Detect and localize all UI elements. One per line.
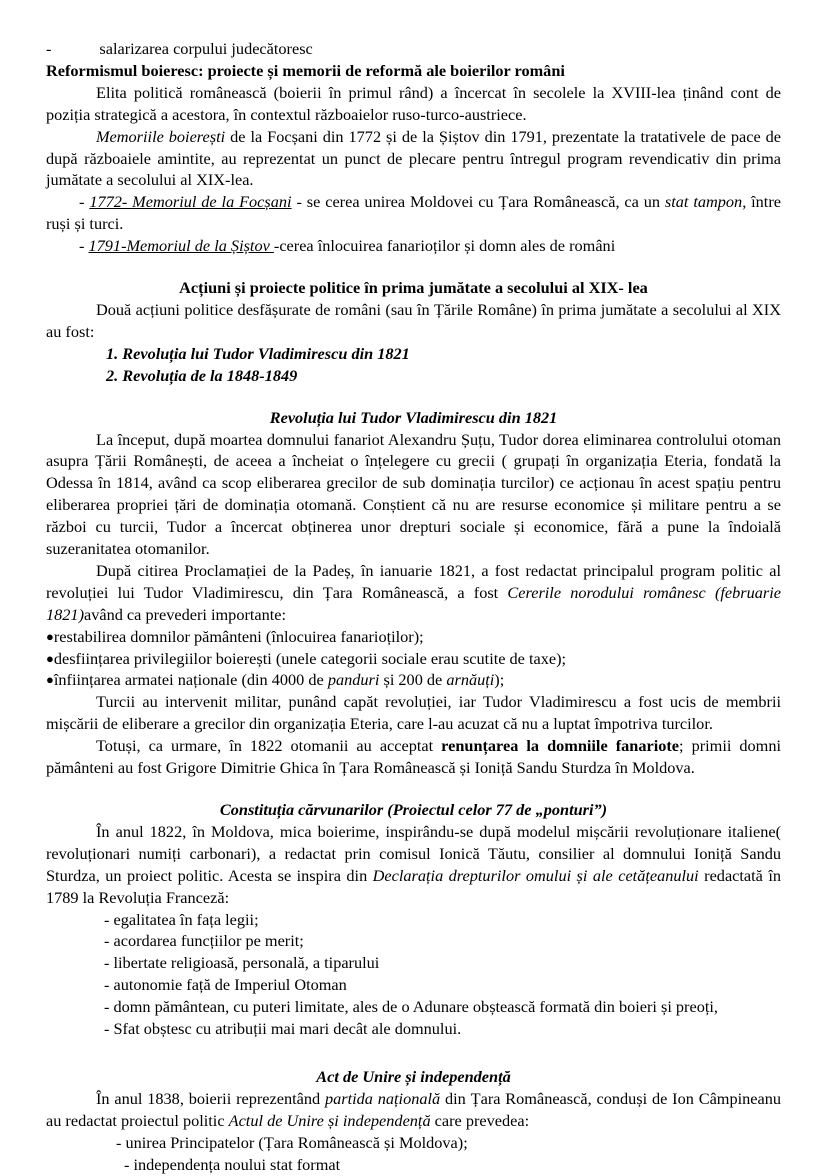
arnauti-emphasis: arnăuți	[446, 670, 495, 690]
bullet-icon: ●	[46, 672, 54, 688]
bullet-item-2-text: desființarea privilegiilor boierești (unele categorii sociale erau scutite de taxe);	[53, 648, 567, 668]
proclamatia-text-a: După citirea Proclamației de la Padeș, în ianuarie 1821, a fost redactat principalul program politic al revoluției lui Tudor Vladimirescu, din Țara Românească, a fost	[46, 560, 781, 602]
memorial-sistov-text: -cerea înlocuirea fanarioților și domn ales de români	[273, 236, 616, 256]
paragraph-doua-actiuni: Două acțiuni politice desfășurate de români (sau în Țările Române) în prima jumătate a secolului al XIX au fost:	[46, 299, 781, 341]
bullet-icon: ●	[46, 650, 54, 666]
partida-nationala-emphasis: partida națională	[324, 1088, 441, 1108]
memoriile-boieresti-text: de la Focșani din 1772 și de la Șiștov din 1791, prezentate la tratativele de pace de după războaiele amintite, au reprezentat un punct de plecare pentru întregul program revendicativ din prima jumătate a secolului al XIX-lea.	[46, 126, 781, 190]
memorial-sistov-dash: -	[79, 236, 89, 256]
heading-actiuni-proiecte: Acțiuni și proiecte politice în prima jumătate a secolului al XIX- lea	[179, 278, 648, 298]
memoriile-boieresti-title: Memoriile boierești	[96, 126, 226, 146]
memorial-focsani-dash: -	[79, 192, 90, 212]
bullet-item-1-text: restabilirea domnilor pământeni (înlocuirea fanarioților);	[53, 626, 424, 646]
memorial-sistov-title: 1791-Memoriul de la Șiștov	[88, 236, 274, 256]
constitutia-list-item-4: - autonomie față de Imperiul Otoman	[104, 975, 347, 995]
heading-reformismul-boieresc: Reformismul boieresc: proiecte și memorii de reformă ale boierilor români	[46, 60, 565, 80]
memorial-focsani-text-b: , între ruși și turci.	[46, 192, 781, 234]
document-body	[46, 38, 781, 1176]
renuntarea-domnii-fanariote-bold: renunțarea la domniile fanariote	[441, 736, 680, 756]
constitutia-text-b: redactată în 1789 la Revoluția Franceză:	[46, 865, 782, 907]
spacer	[46, 779, 781, 799]
spacer	[46, 387, 781, 407]
paragraph-la-inceput: La început, după moartea domnului fanariot Alexandru Șuțu, Tudor dorea eliminarea controlului otoman asupra Țării Românești, de aceea a încheiat o înțelegere cu grecii ( grupați în organizația Eteria, fondată la Odessa în 1814, având ca scop eliberarea grecilor de sub dominația turcilor) ce acționau în acest spațiu pentru eliberarea propriei țări de dominația otomană. Conștient că nu are resurse economice și militare pentru a se război cu turcii, Tudor a încercat obținerea unor drepturi sociale și economice, fără a pune la îndoială suzeranitatea otomanilor.	[46, 429, 781, 559]
stat-tampon-emphasis: stat tampon	[664, 192, 743, 212]
spacer	[46, 257, 781, 277]
paragraph-anul-1822	[46, 821, 781, 909]
paragraph-turcii-interventie: Turcii au intervenit militar, punând capăt revoluției, iar Tudor Vladimirescu a fost ucis de membrii mișcării de eliberare a grecilor din organizația Eteria, care l-au acuzat că nu a luptat împotriva turcilor.	[46, 692, 781, 734]
numbered-item-2: 2. Revoluția de la 1848-1849	[106, 365, 298, 385]
constitutia-list-item-2: - acordarea funcțiilor pe merit;	[104, 931, 304, 951]
proclamatia-text-b: având ca prevederi importante:	[83, 604, 287, 624]
memorial-sistov-item	[46, 235, 781, 257]
act-list-item-2: - independența noului stat format	[124, 1154, 341, 1174]
paragraph-totusi-1822	[46, 735, 781, 779]
panduri-emphasis: panduri	[327, 670, 380, 690]
heading-revolutia-tudor: Revoluția lui Tudor Vladimirescu din 1821	[269, 407, 558, 427]
bullet-item-3	[46, 669, 781, 691]
bullet-item-1	[46, 626, 781, 648]
bullet-icon: ●	[46, 628, 54, 644]
paragraph-elita-politica: Elita politică românească (boierii în primul rând) a încercat în secolele la XVIII-lea ținând cont de poziția strategică a acestora, în contextul războaielor ruso-turco-austriece.	[46, 82, 781, 124]
heading-act-unire-independenta: Act de Unire și independență	[316, 1066, 511, 1086]
bullet-item-3-text-a: înființarea armatei naționale (din 4000 de	[53, 670, 328, 690]
memorial-focsani-title: 1772- Memoriul de la Focșani	[89, 192, 292, 212]
act-list-item-1: - unirea Principatelor (Țara Românească și Moldova);	[116, 1132, 468, 1152]
totusi-text-b: ; primii domni pământeni au fost Grigore Dimitrie Ghica în Țara Românească și Ioniță Sandu Sturdza în Moldova.	[46, 736, 781, 778]
constitutia-list-item-1: - egalitatea în fața legii;	[104, 909, 259, 929]
constitutia-list-item-3: - libertate religioasă, personală, a tiparului	[104, 953, 380, 973]
bullet-item-3-text-b: );	[494, 670, 505, 690]
declaratia-drepturilor-title: Declarația drepturilor omului și ale cetățeanului	[372, 865, 699, 885]
constitutia-list-item-6: - Sfat obștesc cu atribuții mai mari decât ale domnului.	[104, 1019, 462, 1039]
actul-unire-title: Actul de Unire și independență	[228, 1110, 431, 1130]
act-text-c: care prevedea:	[430, 1110, 530, 1130]
constitutia-text-a: În anul 1822, în Moldova, mica boierime, inspirându-se după modelul mișcării revoluționare italiene( revoluționari numiți carbonari), a redactat prin comisul Ionică Tăutu, consilier al domnului Ioniță Sandu Sturdza, un proiect politic. Acesta se inspira din	[46, 821, 781, 885]
heading-constitutia-carvunarilor: Constituția cărvunarilor (Proiectul celor 77 de „ponturi”)	[219, 800, 608, 819]
cererile-norodului-title: Cererile norodului românesc (februarie 1821)	[46, 582, 781, 624]
paragraph-anul-1838	[46, 1088, 781, 1132]
constitutia-list-item-5: - domn pământean, cu puteri limitate, ales de o Adunare obștească formată din boieri și preoți,	[104, 997, 718, 1017]
act-text-a: În anul 1838, boierii reprezentând	[96, 1088, 325, 1108]
paragraph-proclamatia-pades	[46, 560, 781, 626]
act-text-b: din Țara Românească, conduși de Ion Câmpineanu au redactat proiectul politic	[46, 1088, 781, 1130]
totusi-text-a: Totuși, ca urmare, în 1822 otomanii au acceptat	[96, 736, 442, 756]
memorial-focsani-text-a: - se cerea unirea Moldovei cu Țara Românească, ca un	[291, 192, 665, 212]
continued-list-item	[46, 38, 781, 60]
continued-list-dash: -	[46, 39, 52, 58]
numbered-item-1: 1. Revoluția lui Tudor Vladimirescu din 1821	[106, 343, 410, 363]
bullet-item-3-text-mid: și 200 de	[379, 670, 447, 690]
memorial-focsani-item	[46, 191, 781, 235]
continued-list-text: salarizarea corpului judecătoresc	[99, 39, 313, 58]
spacer	[46, 1040, 781, 1066]
bullet-item-2	[46, 648, 781, 670]
paragraph-memoriile-boieresti	[46, 126, 781, 192]
